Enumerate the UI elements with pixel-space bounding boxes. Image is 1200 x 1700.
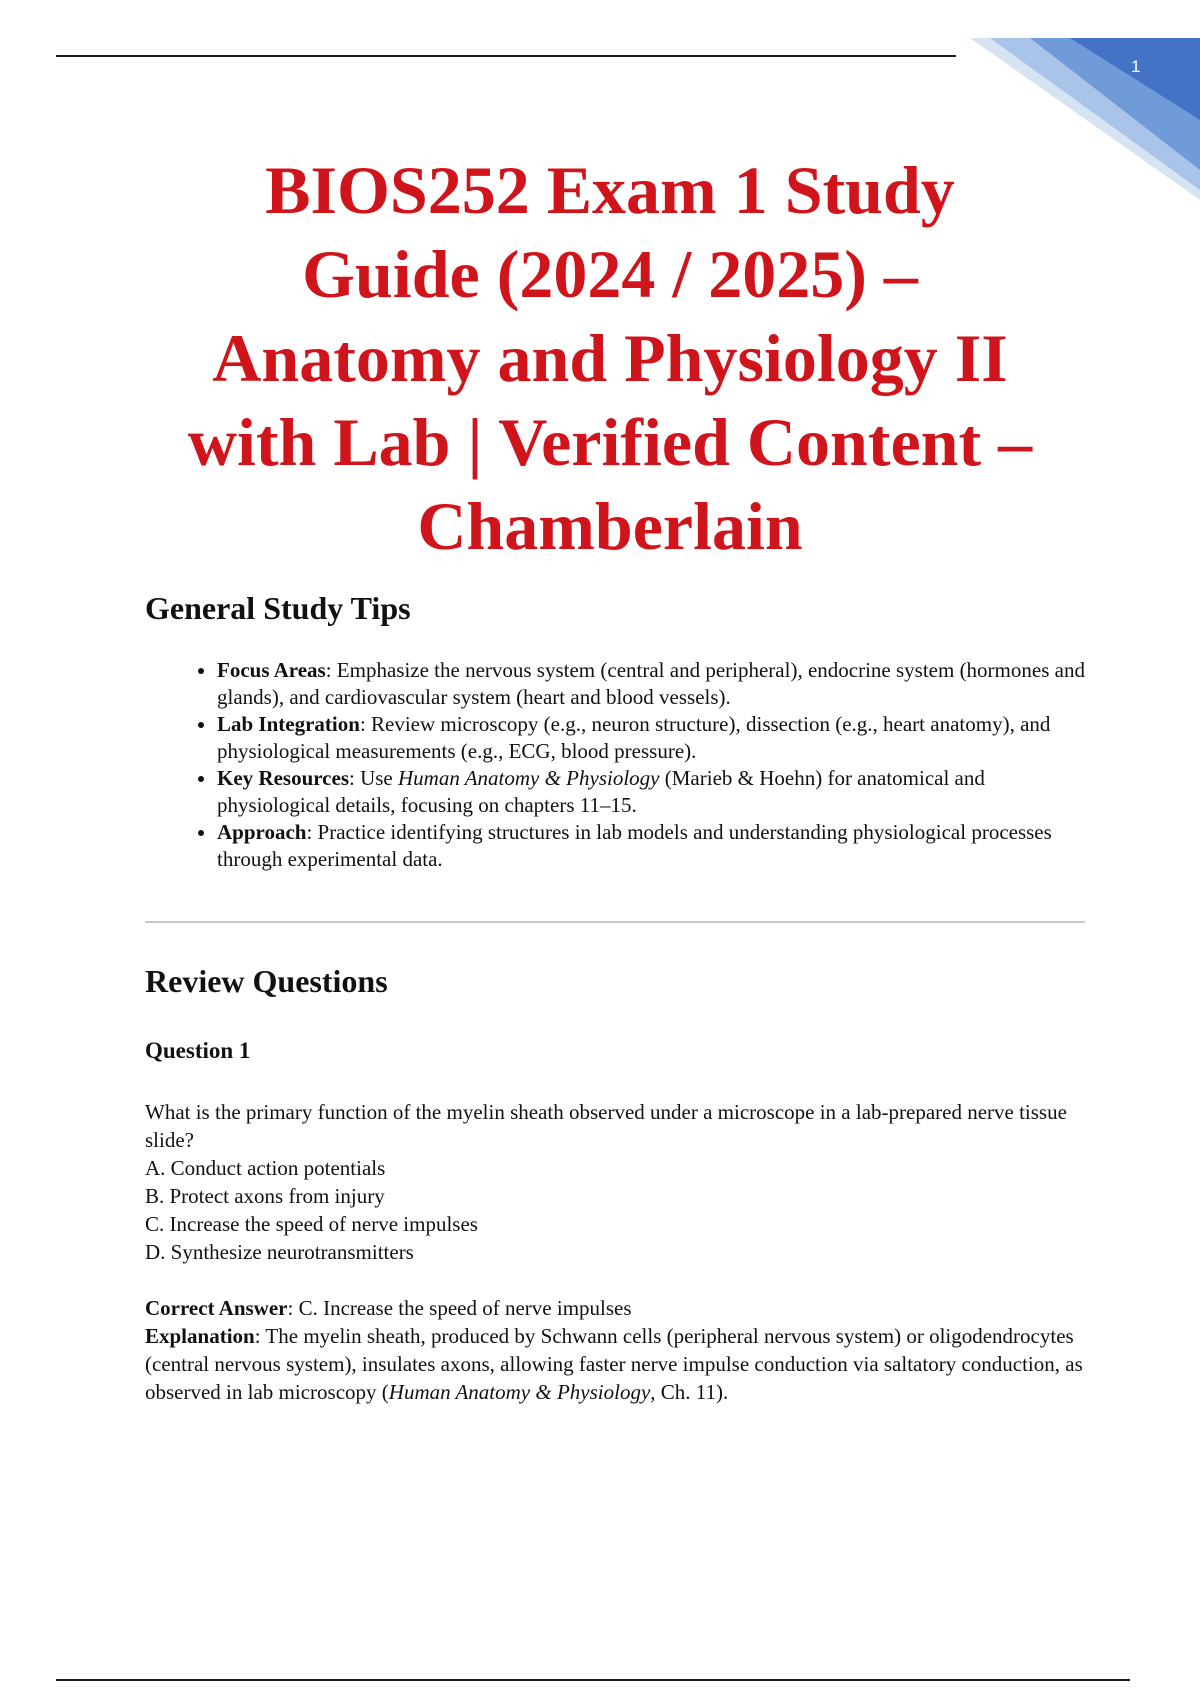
question-text: What is the primary function of the myelin sheath observed under a microscope in a lab-prepared nerve tissue slide? (145, 1100, 1067, 1152)
answer-block (145, 1294, 1085, 1406)
question-title: Question 1 (145, 1038, 251, 1063)
tip-label: Key Resources (217, 766, 349, 790)
answer-option: B. Protect axons from injury (145, 1184, 385, 1208)
correct-answer (145, 1294, 1085, 1322)
correct-answer-label: Correct Answer (145, 1296, 288, 1320)
book-title: Human Anatomy & Physiology (398, 766, 660, 790)
explanation-text: : The myelin sheath, produced by Schwann cells (peripheral nervous system) or oligodendrocytes (central nervous system), insulates axons, allowing faster nerve impulse conduction via saltatory conduction, as observed in lab microscopy ( (145, 1324, 1083, 1404)
title-line: with Lab | Verified Content – (187, 404, 1033, 480)
title-line: Anatomy and Physiology II (212, 320, 1008, 396)
review-questions-heading: Review Questions (145, 963, 388, 999)
tip-text: : Practice identifying structures in lab models and understanding physiological processes through experimental data. (217, 820, 1052, 871)
footer-rule (56, 1679, 1130, 1681)
explanation (145, 1322, 1085, 1406)
tip-label: Lab Integration (217, 712, 360, 736)
answer-option: D. Synthesize neurotransmitters (145, 1240, 414, 1264)
study-tips-list (145, 657, 1085, 873)
document-title (130, 148, 1090, 568)
correct-answer-text: : C. Increase the speed of nerve impulses (287, 1296, 632, 1320)
explanation-text: , Ch. 11). (650, 1380, 729, 1404)
study-tips-heading: General Study Tips (145, 590, 411, 626)
list-item (217, 819, 1085, 873)
list-item (217, 711, 1085, 765)
tip-text: : Use (349, 766, 398, 790)
list-item (217, 765, 1085, 819)
document-body (145, 590, 1085, 1406)
explanation-label: Explanation (145, 1324, 255, 1348)
section-divider (145, 921, 1085, 923)
title-line: BIOS252 Exam 1 Study (265, 152, 955, 228)
header-rule (56, 55, 956, 57)
tip-text: : Emphasize the nervous system (central and peripheral), endocrine system (hormones and glands), and cardiovascular system (heart and blood vessels). (217, 658, 1085, 709)
list-item (217, 657, 1085, 711)
answer-option: A. Conduct action potentials (145, 1156, 386, 1180)
page-number: 1 (1131, 57, 1141, 76)
tip-label: Approach (217, 820, 307, 844)
tip-text: : Review microscopy (e.g., neuron structure), dissection (e.g., heart anatomy), and physiological measurements (e.g., ECG, blood pressure). (217, 712, 1051, 763)
question-block (145, 1098, 1085, 1266)
book-title: Human Anatomy & Physiology (388, 1380, 651, 1404)
tip-text: (Marieb & Hoehn) for anatomical and physiological details, focusing on chapters 11–15. (217, 766, 985, 817)
answer-option: C. Increase the speed of nerve impulses (145, 1212, 478, 1236)
answer-options (145, 1154, 1085, 1266)
tip-label: Focus Areas (217, 658, 326, 682)
title-line: Guide (2024 / 2025) – (302, 236, 918, 312)
title-line: Chamberlain (417, 488, 803, 564)
